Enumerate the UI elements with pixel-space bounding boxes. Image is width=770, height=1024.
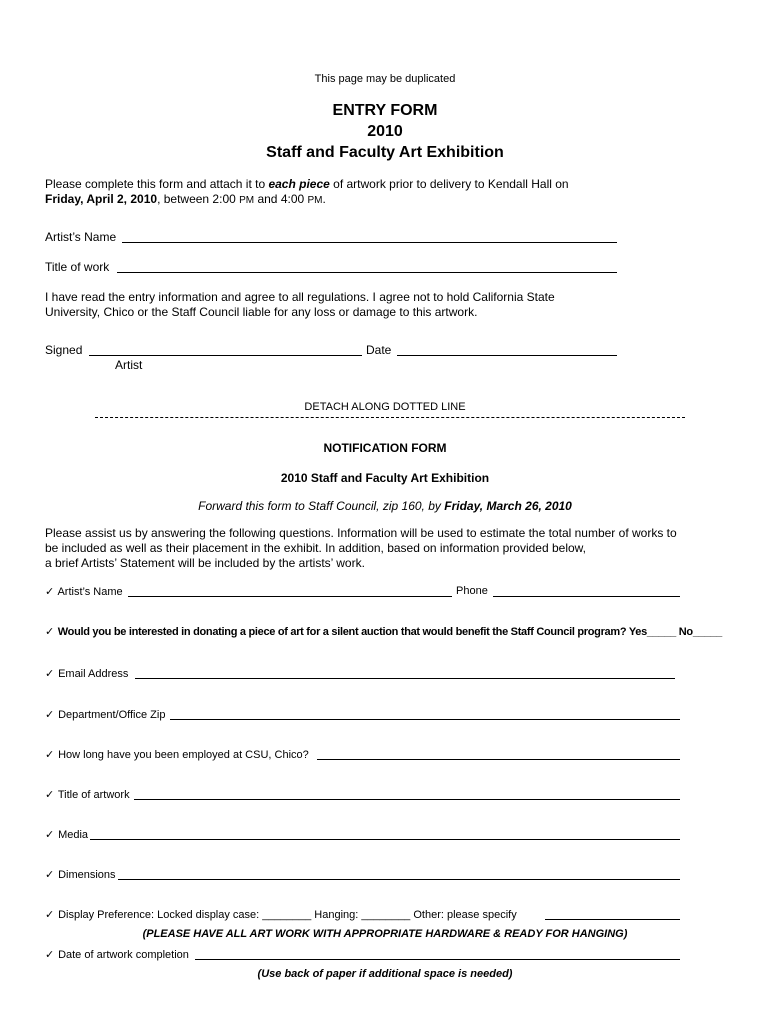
notification-subtitle: 2010 Staff and Faculty Art Exhibition bbox=[280, 471, 490, 485]
checkmark-icon: ✓ bbox=[45, 949, 55, 961]
page-subtitle: Staff and Faculty Art Exhibition bbox=[266, 144, 504, 161]
q-phone-field[interactable] bbox=[493, 596, 680, 597]
q-email-field[interactable] bbox=[135, 678, 675, 679]
title-of-work-label: Title of work bbox=[45, 260, 110, 274]
hardware-note: (PLEASE HAVE ALL ART WORK WITH APPROPRIATE HARDWARE & READY FOR HANGING) bbox=[142, 928, 628, 940]
checkmark-icon: ✓ bbox=[45, 749, 55, 761]
q-title-artwork-field[interactable] bbox=[134, 799, 680, 800]
notification-title: NOTIFICATION FORM bbox=[323, 441, 447, 455]
q-department-field[interactable] bbox=[170, 719, 680, 720]
assist-line-1: Please assist us by answering the following questions. Information will be used to estimate the total number of works to bbox=[45, 526, 677, 540]
date-field[interactable] bbox=[397, 355, 617, 356]
checkmark-icon: ✓ bbox=[45, 909, 55, 921]
q-media: ✓ Media bbox=[45, 829, 89, 841]
q-dimensions-field[interactable] bbox=[118, 879, 680, 880]
forward-instruction: Forward this form to Staff Council, zip 160, by Friday, March 26, 2010 bbox=[198, 499, 572, 513]
q-donate-no[interactable]: No_____ bbox=[678, 626, 722, 638]
signature-field[interactable] bbox=[89, 355, 362, 356]
q-title-artwork: ✓ Title of artwork bbox=[45, 789, 130, 801]
checkmark-icon: ✓ bbox=[45, 869, 55, 881]
checkmark-icon: ✓ bbox=[45, 709, 55, 721]
q-donate: ✓ Would you be interested in donating a piece of art for a silent auction that would benefit the Staff Council program? Yes_____ No_____ bbox=[45, 626, 722, 638]
q-display-preference: ✓ Display Preference: Locked display case: ________ Hanging: ________ Other: please specify bbox=[45, 909, 517, 921]
q-date-completion-field[interactable] bbox=[195, 959, 680, 960]
checkmark-icon: ✓ bbox=[45, 668, 55, 680]
checkmark-icon: ✓ bbox=[45, 626, 54, 638]
page-year: 2010 bbox=[367, 123, 403, 140]
assist-line-2: be included as well as their placement in the exhibit. In addition, based on information provided below, bbox=[45, 541, 587, 555]
q-phone-label: Phone bbox=[456, 585, 488, 597]
q-employed-field[interactable] bbox=[317, 759, 680, 760]
detach-dotted-line bbox=[95, 417, 685, 418]
checkmark-icon: ✓ bbox=[45, 789, 55, 801]
detach-label: DETACH ALONG DOTTED LINE bbox=[304, 401, 466, 413]
intro-line-2: Friday, April 2, 2010, between 2:00 PM and 4:00 PM. bbox=[45, 192, 326, 206]
intro-emphasis: each piece bbox=[268, 177, 330, 191]
signed-label: Signed bbox=[45, 343, 83, 357]
agreement-line-1: I have read the entry information and agree to all regulations. I agree not to hold California State bbox=[45, 290, 555, 304]
checkmark-icon: ✓ bbox=[45, 829, 55, 841]
artist-caption: Artist bbox=[115, 358, 143, 372]
q-department: ✓ Department/Office Zip bbox=[45, 709, 166, 721]
date-label: Date bbox=[366, 343, 392, 357]
q-date-completion: ✓ Date of artwork completion bbox=[45, 949, 189, 961]
assist-line-3: a brief Artists’ Statement will be included by the artists’ work. bbox=[45, 556, 365, 570]
delivery-date: Friday, April 2, 2010 bbox=[45, 192, 158, 206]
q-display-other-field[interactable] bbox=[545, 919, 680, 920]
agreement-line-2: University, Chico or the Staff Council liable for any loss or damage to this artwork. bbox=[45, 305, 478, 319]
page-title: ENTRY FORM bbox=[332, 102, 438, 119]
q-dimensions: ✓ Dimensions bbox=[45, 869, 116, 881]
intro-line-1: Please complete this form and attach it to each piece of artwork prior to delivery to Kendall Hall on bbox=[45, 177, 569, 191]
duplicate-note: This page may be duplicated bbox=[314, 73, 456, 85]
checkmark-icon: ✓ bbox=[45, 586, 55, 598]
q-donate-yes[interactable]: Yes_____ bbox=[628, 626, 676, 638]
title-of-work-field[interactable] bbox=[117, 272, 617, 273]
q-employed: ✓ How long have you been employed at CSU, Chico? bbox=[45, 749, 309, 761]
q-artist-name: ✓ Artist’s Name bbox=[45, 586, 123, 598]
q-artist-name-field[interactable] bbox=[128, 596, 452, 597]
q-email: ✓ Email Address bbox=[45, 668, 129, 680]
forward-date: Friday, March 26, 2010 bbox=[444, 499, 572, 513]
q-media-field[interactable] bbox=[90, 839, 680, 840]
back-note: (Use back of paper if additional space is needed) bbox=[257, 968, 513, 980]
artist-name-field[interactable] bbox=[122, 242, 617, 243]
artist-name-label: Artist’s Name bbox=[45, 230, 117, 244]
